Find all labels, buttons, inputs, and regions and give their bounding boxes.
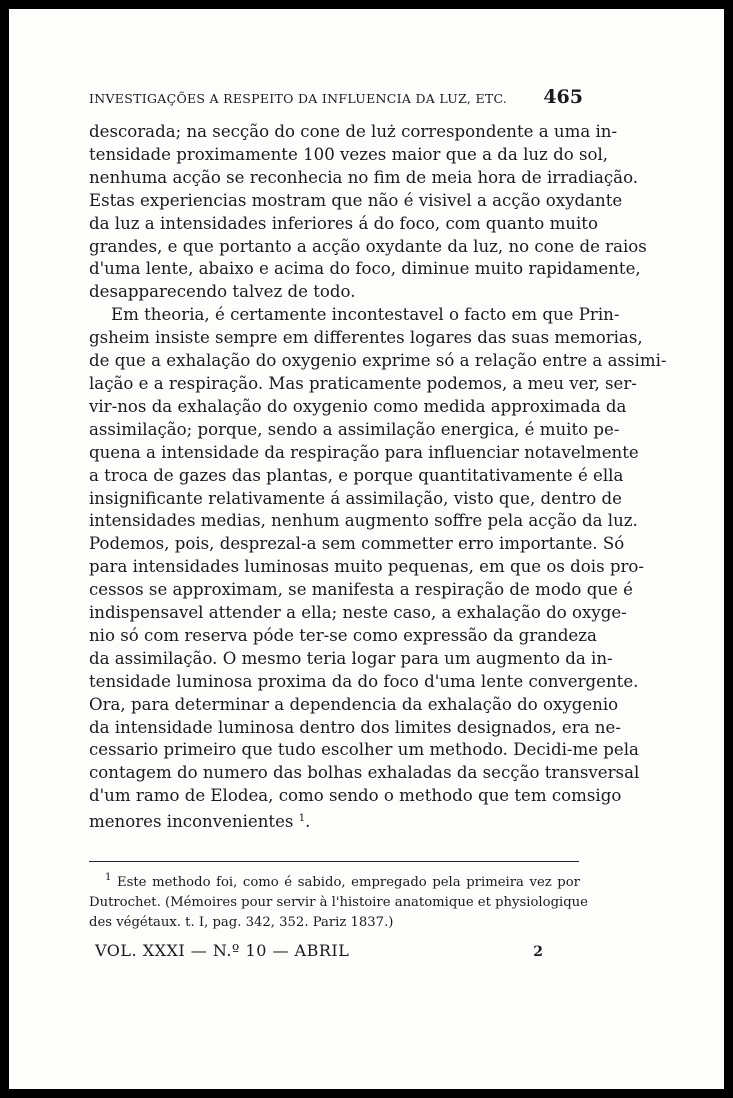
text-line: desapparecendo talvez de todo. [89,282,356,302]
text-line: Ora, para determinar a dependencia da exhalação do oxygenio [89,694,619,714]
footnote-line [89,868,580,893]
text-line: Estas experiencias mostram que não é visivel a acção oxydante [89,190,623,210]
text-line: Em theoria, é certamente incontestavel o facto em que Prin- [111,305,620,325]
text-line: para intensidades luminosas muito pequenas, em que os dois pro- [89,557,645,577]
text-line: da assimilação. O mesmo teria logar para um augmento da in- [89,648,613,668]
page-number: 465 [543,86,583,108]
text-line: tensidade luminosa proxima da do foco d'uma lente convergente. [89,671,639,691]
page-header [89,86,583,108]
footnote-reference[interactable]: 1 [298,813,306,825]
text-line: de que a exhalação do oxygenio exprime só a relação entre a assimi- [89,351,667,371]
text-line: gsheim insiste sempre em differentes logares das suas memorias, [89,328,643,348]
body-text [89,121,667,834]
text-line: vir-nos da exhalação do oxygenio como medida approximada da [89,396,627,416]
text-line: tensidade proximamente 100 vezes maior que a da luz do sol, [89,144,609,164]
text-line: descorada; na secção do cone de luż correspondente a uma in- [89,122,618,141]
text-line: indispensavel attender a ella; neste caso, a exhalação do oxyge- [89,603,627,623]
text-line: grandes, e que portanto a acção oxydante da luz, no cone de raios [89,236,647,256]
text-line: cessario primeiro que tudo escolher um methodo. Decidi-me pela [89,740,639,760]
text-line: da luz a intensidades inferiores á do foco, com quanto muito [89,213,598,233]
text-line: a troca de gazes das plantas, e porque quantitativamente é ella [89,465,624,485]
text-line: nenhuma acção se reconhecia no fim de meia hora de irradiação. [89,167,639,187]
text-line: insignificante relativamente á assimilação, visto que, dentro de [89,488,622,508]
text-line: lação e a respiração. Mas praticamente podemos, a meu ver, ser- [89,373,637,393]
footnote-line: Dutrochet. (Mémoires pour servir à l'histoire anatomique et physiologique [89,895,588,910]
text-line: assimilação; porque, sendo a assimilação energica, é muito pe- [89,419,620,439]
footnote-text: Este methodo foi, como é sabido, empregado pela primeira vez por [116,875,580,890]
footnote-line: des végétaux. t. I, pag. 342, 352. Pariz 1837.) [89,915,394,930]
text-line: Podemos, pois, desprezal-a sem commetter erro importante. Só [89,534,625,554]
text-line: nio só com reserva póde ter-se como expressão da grandeza [89,625,597,645]
text-line: menores inconvenientes $^1$. [89,812,311,832]
text-line: intensidades medias, nenhum augmento soffre pela acção da luz. [89,511,638,531]
text-line: cessos se approximam, se manifesta a respiração de modo que é [89,580,633,600]
text-line-content: menores inconvenientes [89,812,294,832]
page-footer [95,941,543,960]
volume-info: VOL. XXXI — N.º 10 — ABRIL [95,941,350,960]
text-line: d'uma lente, abaixo e acima do foco, diminue muito rapidamente, [89,259,641,279]
footnote [89,868,588,933]
text-line: quena a intensidade da respiração para influenciar notavelmente [89,442,639,462]
text-line: contagem do numero das bolhas exhaladas da secção transversal [89,763,640,783]
text-line: d'um ramo de Elodea, como sendo o methodo que tem comsigo [89,786,622,806]
footnote-mark: 1 [105,872,112,883]
footnote-divider [89,861,579,862]
running-head: INVESTIGAÇÕES A RESPEITO DA INFLUENCIA DA LUZ, ETC. [89,91,508,106]
page [9,9,724,1089]
signature-mark: 2 [533,944,543,960]
text-line: da intensidade luminosa dentro dos limites designados, era ne- [89,717,621,737]
